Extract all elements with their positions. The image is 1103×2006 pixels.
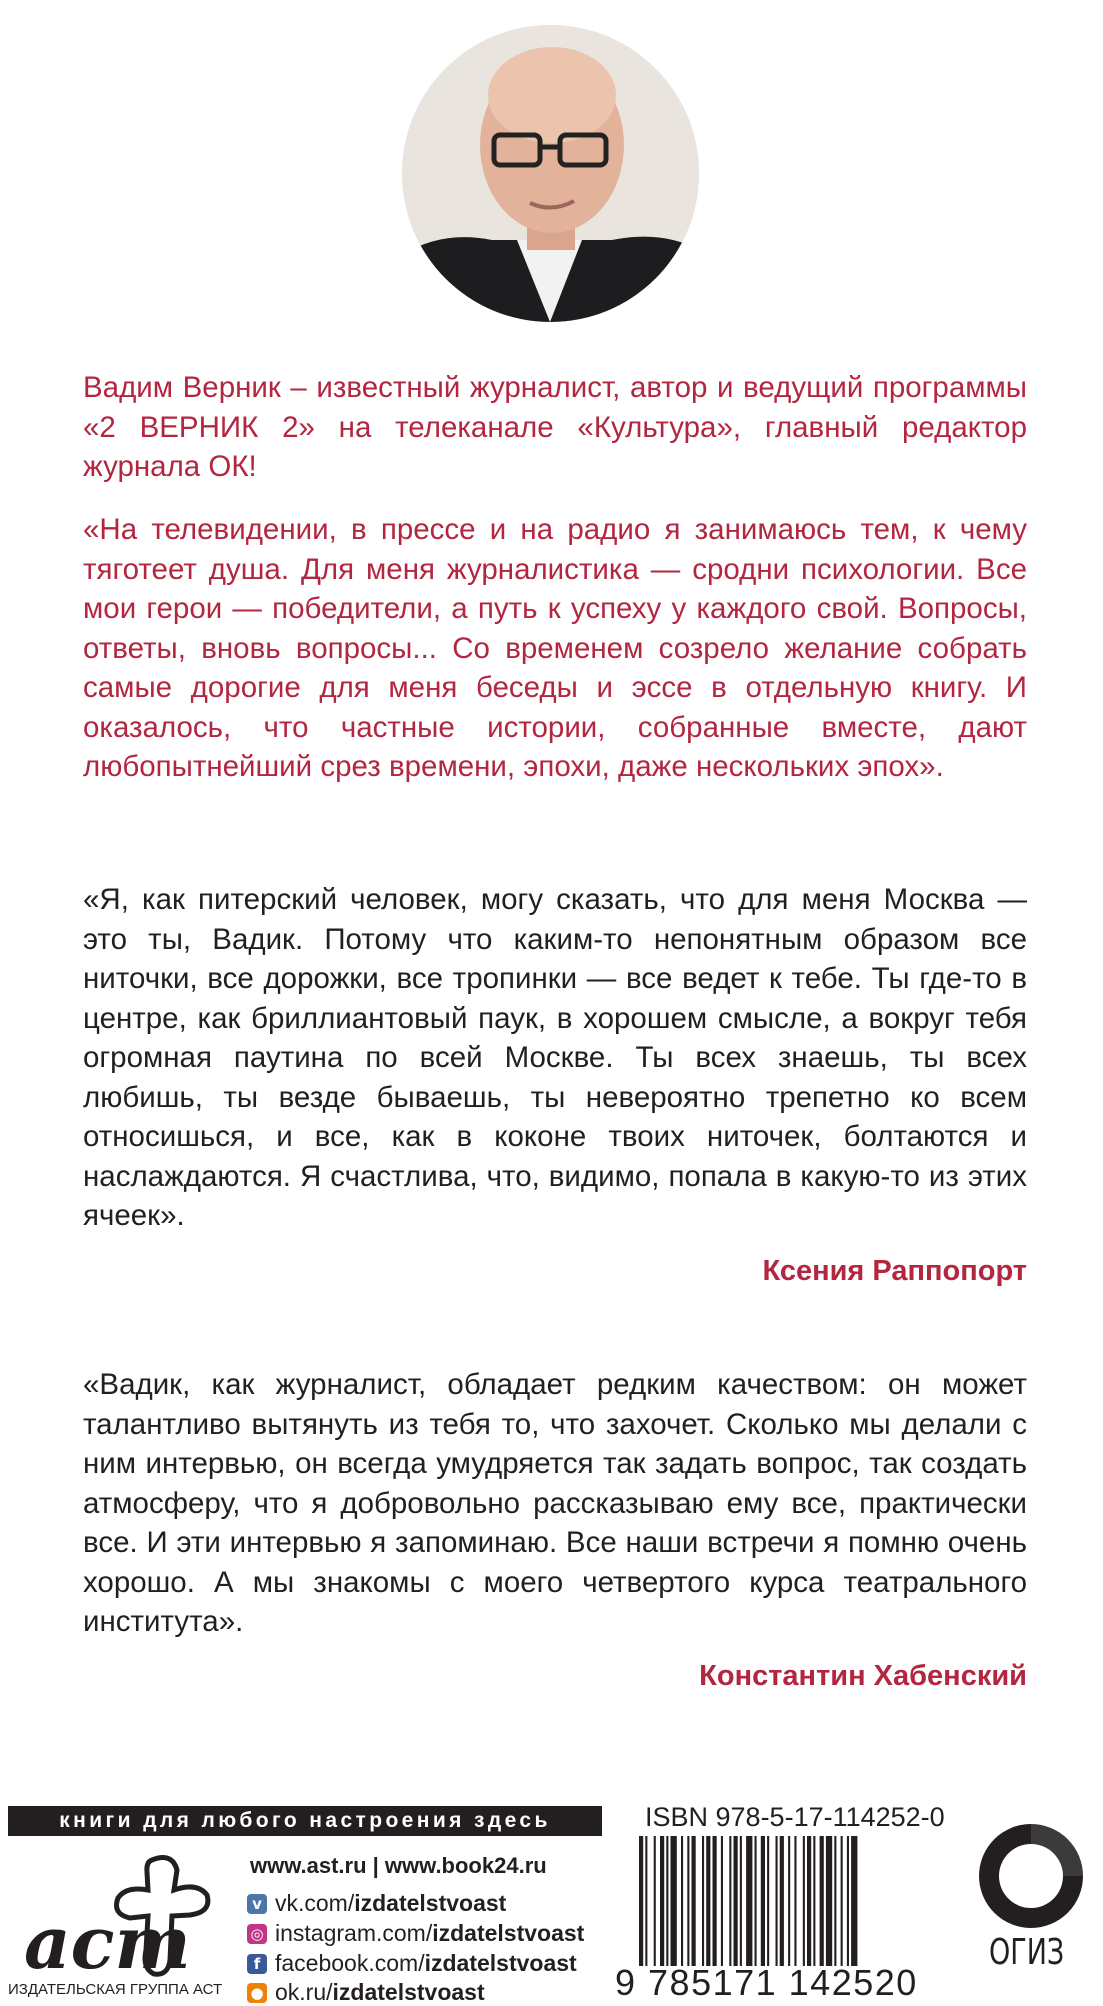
barcode-bar — [834, 1836, 836, 1966]
barcode-bar — [847, 1836, 849, 1966]
barcode-bar — [851, 1836, 857, 1966]
barcode-bar — [803, 1836, 805, 1966]
social-link-odnoklassniki[interactable]: ● ok.ru/ izdatelstvoast — [247, 1979, 485, 2006]
barcode-bar — [761, 1836, 765, 1966]
barcode-bar — [780, 1836, 784, 1966]
publisher-caption: ИЗДАТЕЛЬСКАЯ ГРУППА АСТ — [8, 1981, 223, 1998]
ogiz-logo — [975, 1820, 1087, 1932]
testimonial-quote: «Вадик, как журналист, обладает редким качеством: он может талантливо вытянуть из тебя то, что захочет. Сколько мы делали с ним интервью, он всегда умудряется так задать вопрос, так создать атмосферу, что я добровольно рассказываю ему все, практически все. И эти интервью я запоминаю. Все наши встречи я помню очень хорошо. А мы знакомы с моего четвертого курса театрального института». — [83, 1368, 1027, 1638]
barcode-bar — [841, 1836, 843, 1966]
vk-icon: v — [247, 1894, 267, 1914]
barcode-bar — [687, 1836, 689, 1966]
barcode-bar — [813, 1836, 815, 1966]
barcode-bar — [660, 1836, 664, 1966]
barcode-bar — [826, 1836, 832, 1966]
barcode-bar — [740, 1836, 742, 1966]
publisher-tagline: книги для любого настроения здесь — [8, 1806, 602, 1836]
barcode-bar — [767, 1836, 769, 1966]
ast-logo-text: аст — [24, 1900, 191, 1978]
social-link-vk[interactable]: v vk.com/ izdatelstvoast — [247, 1890, 506, 1917]
facebook-icon: f — [247, 1954, 267, 1974]
barcode-bar — [706, 1836, 710, 1966]
social-link-facebook[interactable]: f facebook.com/ izdatelstvoast — [247, 1950, 577, 1977]
barcode-bar — [645, 1836, 647, 1966]
publisher-websites[interactable]: www.ast.ru | www.book24.ru — [250, 1853, 547, 1878]
barcode-bar — [639, 1836, 643, 1966]
testimonial-quote: «Я, как питерский человек, могу сказать, что для меня Москва — это ты, Вадик. Потому что каким-то непонятным образом все ниточки, все дорожки, все тропинки — все ведет к тебе. Ты где-то в центре, как бриллиантовый паук, в хорошем смысле, а вокруг тебя огромная паутина по всей Москве. Ты всех знаешь, ты всех любишь, ты везде бываешь, ты невероятно трепетно ко всем относишься, и все, как в коконе твоих ниточек, болтаются и наслаждаются. Я счастлива, что, видимо, попала в какую-то из этих ячеек». — [83, 883, 1027, 1232]
author-quote: «На телевидении, в прессе и на радио я занимаюсь тем, к чему тяготеет душа. Для меня журналистика — сродни психологии. Все мои герои — победители, а путь к успеху у каждого свой. Вопросы, ответы, вновь вопросы... Со временем созрело желание собрать самые дорогие для меня беседы и эссе в отдельную книгу. И оказалось, что частные истории, собранные вместе, дают любопытнейший срез времени, эпохи, даже нескольких эпох». — [83, 513, 1027, 783]
instagram-icon: ◎ — [247, 1924, 267, 1944]
barcode-bar — [671, 1836, 677, 1966]
barcode-bar — [734, 1836, 738, 1966]
social-link-instagram[interactable]: ◎ instagram.com/ izdatelstvoast — [247, 1920, 584, 1947]
barcode-bar — [794, 1836, 796, 1966]
barcode-bar — [788, 1836, 790, 1966]
barcode-bar — [807, 1836, 811, 1966]
barcode-bar — [721, 1836, 723, 1966]
barcode-bar — [654, 1836, 656, 1966]
testimonial-author: Константин Хабенский — [699, 1660, 1027, 1692]
author-bio: Вадим Верник – известный журналист, автор и ведущий программы «2 ВЕРНИК 2» на телеканале «Культура», главный редактор журнала ОК! — [83, 371, 1027, 483]
barcode — [637, 1836, 947, 1966]
testimonial-author: Ксения Раппопорт — [762, 1255, 1027, 1287]
odnoklassniki-icon: ● — [247, 1983, 267, 2003]
barcode-number: 9 785171 142520 — [615, 1962, 918, 2003]
barcode-bar — [666, 1836, 668, 1966]
imprint-name: ОГИЗ — [989, 1932, 1065, 1973]
barcode-bar — [713, 1836, 717, 1966]
barcode-bar — [692, 1836, 696, 1966]
barcode-bar — [681, 1836, 683, 1966]
barcode-bar — [746, 1836, 752, 1966]
author-portrait — [402, 25, 699, 322]
barcode-bar — [729, 1836, 731, 1966]
barcode-bar — [776, 1836, 778, 1966]
barcode-bar — [702, 1836, 704, 1966]
barcode-bar — [755, 1836, 757, 1966]
barcode-bar — [820, 1836, 824, 1966]
isbn-label: ISBN 978-5-17-114252-0 — [645, 1802, 945, 1832]
ast-logo — [22, 1850, 232, 1978]
